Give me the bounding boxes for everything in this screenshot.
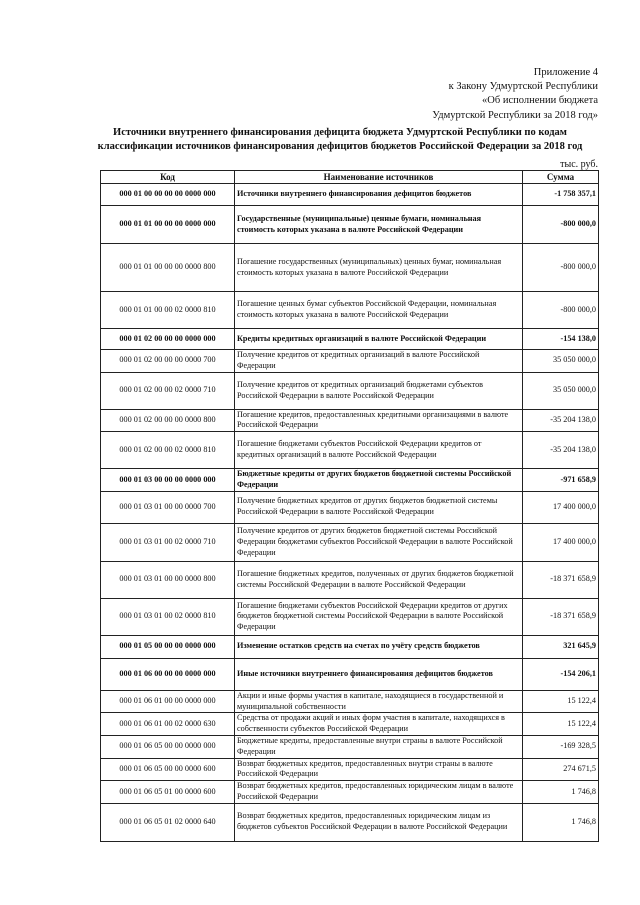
row-sum: -35 204 138,0	[523, 432, 599, 469]
row-code: 000 01 01 00 00 02 0000 810	[101, 292, 235, 329]
row-name: Изменение остатков средств на счетах по учёту средств бюджетов	[235, 635, 523, 658]
row-code: 000 01 00 00 00 00 0000 000	[101, 184, 235, 206]
row-sum: -18 371 658,9	[523, 561, 599, 598]
row-code: 000 01 02 00 00 02 0000 710	[101, 372, 235, 409]
row-code: 000 01 02 00 00 00 0000 800	[101, 409, 235, 432]
row-name: Кредиты кредитных организаций в валюте Российской Федерации	[235, 329, 523, 350]
row-name: Получение бюджетных кредитов от других бюджетов бюджетной системы Российской Федерации в валюте Российской Федерации	[235, 491, 523, 523]
appendix-number: Приложение 4	[533, 67, 598, 78]
row-name: Возврат бюджетных кредитов, предоставленных юридическим лицам из бюджетов субъектов Российской Федерации в валюте Российской Федерации	[235, 803, 523, 841]
row-code: 000 01 06 05 01 02 0000 640	[101, 803, 235, 841]
row-name: Погашение бюджетами субъектов Российской Федерации кредитов от других бюджетов бюджетной системы Российской Федерации в валюте Российской Федерации	[235, 598, 523, 635]
table-row	[101, 598, 599, 635]
row-sum: 35 050 000,0	[523, 350, 599, 373]
table-row	[101, 561, 599, 598]
row-sum: 35 050 000,0	[523, 372, 599, 409]
column-header-sum: Сумма	[523, 171, 599, 184]
table-row	[101, 244, 599, 292]
row-code: 000 01 06 01 00 02 0000 630	[101, 713, 235, 736]
row-sum: -154 206,1	[523, 658, 599, 690]
row-code: 000 01 03 00 00 00 0000 000	[101, 469, 235, 492]
row-sum: 1 746,8	[523, 803, 599, 841]
row-code: 000 01 02 00 00 02 0000 810	[101, 432, 235, 469]
units-label: тыс. руб.	[560, 159, 598, 170]
law-title-line2: Удмуртской Республики за 2018 год»	[432, 109, 598, 121]
column-header-code: Код	[101, 171, 235, 184]
row-code: 000 01 03 01 00 00 0000 700	[101, 491, 235, 523]
row-name: Бюджетные кредиты от других бюджетов бюджетной системы Российской Федерации	[235, 469, 523, 492]
table-row	[101, 184, 599, 206]
row-code: 000 01 06 01 00 00 0000 000	[101, 690, 235, 713]
row-name: Погашение ценных бумаг субъектов Российской Федерации, номинальная стоимость которых указана в валюте Российской Федерации	[235, 292, 523, 329]
table-row	[101, 635, 599, 658]
row-name: Погашение государственных (муниципальных) ценных бумаг, номинальная стоимость которых указана в валюте Российской Федерации	[235, 244, 523, 292]
table-row	[101, 292, 599, 329]
table-row	[101, 523, 599, 561]
sources-table	[100, 170, 599, 842]
table-row	[101, 329, 599, 350]
row-name: Акции и иные формы участия в капитале, находящиеся в государственной и муниципальной собственности	[235, 690, 523, 713]
row-sum: -800 000,0	[523, 244, 599, 292]
table-row	[101, 658, 599, 690]
table-row	[101, 803, 599, 841]
title-line1: Источники внутреннего финансирования дефицита бюджета Удмуртской Республики по кодам	[113, 127, 567, 138]
column-header-name: Наименование источников	[235, 171, 523, 184]
row-code: 000 01 02 00 00 00 0000 000	[101, 329, 235, 350]
table-row	[101, 432, 599, 469]
row-name: Государственные (муниципальные) ценные бумаги, номинальная стоимость которых указана в валюте Российской Федерации	[235, 206, 523, 244]
table-header-row	[101, 171, 599, 184]
row-sum: -18 371 658,9	[523, 598, 599, 635]
table-row	[101, 781, 599, 804]
row-name: Погашение бюджетами субъектов Российской Федерации кредитов от кредитных организаций в валюте Российской Федерации	[235, 432, 523, 469]
title-line2: классификации источников финансирования дефицитов бюджетов Российской Федерации за 2018 год	[97, 141, 583, 152]
row-sum: 17 400 000,0	[523, 491, 599, 523]
row-name: Получение кредитов от кредитных организаций в валюте Российской Федерации	[235, 350, 523, 373]
row-name: Источники внутреннего финансирования дефицитов бюджетов	[235, 184, 523, 206]
row-name: Бюджетные кредиты, предоставленные внутри страны в валюте Российской Федерации	[235, 735, 523, 758]
row-code: 000 01 06 05 01 00 0000 600	[101, 781, 235, 804]
row-code: 000 01 03 01 00 02 0000 810	[101, 598, 235, 635]
row-name: Получение кредитов от других бюджетов бюджетной системы Российской Федерации бюджетами субъектов Российской Федерации в валюте Российской Федерации	[235, 523, 523, 561]
row-name: Получение кредитов от кредитных организаций бюджетами субъектов Российской Федерации в валюте Российской Федерации	[235, 372, 523, 409]
row-code: 000 01 02 00 00 00 0000 700	[101, 350, 235, 373]
table-row	[101, 206, 599, 244]
row-sum: -154 138,0	[523, 329, 599, 350]
row-code: 000 01 06 00 00 00 0000 000	[101, 658, 235, 690]
table-row	[101, 469, 599, 492]
row-code: 000 01 01 00 00 00 0000 800	[101, 244, 235, 292]
row-sum: 15 122,4	[523, 690, 599, 713]
row-code: 000 01 05 00 00 00 0000 000	[101, 635, 235, 658]
row-sum: 15 122,4	[523, 713, 599, 736]
law-reference: к Закону Удмуртской Республики	[448, 81, 598, 93]
row-sum: -800 000,0	[523, 292, 599, 329]
row-sum: 1 746,8	[523, 781, 599, 804]
law-title-line1: «Об исполнении бюджета	[482, 95, 598, 107]
row-name: Погашение бюджетных кредитов, полученных от других бюджетов бюджетной системы Российской Федерации в валюте Российской Федерации	[235, 561, 523, 598]
row-code: 000 01 06 05 00 00 0000 600	[101, 758, 235, 781]
row-sum: -971 658,9	[523, 469, 599, 492]
table-row	[101, 372, 599, 409]
row-sum: -35 204 138,0	[523, 409, 599, 432]
row-name: Иные источники внутреннего финансирования дефицитов бюджетов	[235, 658, 523, 690]
row-sum: 17 400 000,0	[523, 523, 599, 561]
table-row	[101, 735, 599, 758]
row-sum: 274 671,5	[523, 758, 599, 781]
table-row	[101, 350, 599, 373]
document-title	[70, 126, 610, 154]
row-name: Средства от продажи акций и иных форм участия в капитале, находящихся в собственности субъектов Российской Федерации	[235, 713, 523, 736]
row-sum: -1 758 357,1	[523, 184, 599, 206]
row-name: Возврат бюджетных кредитов, предоставленных юридическим лицам в валюте Российской Федерации	[235, 781, 523, 804]
row-sum: -800 000,0	[523, 206, 599, 244]
row-code: 000 01 01 00 00 00 0000 000	[101, 206, 235, 244]
row-code: 000 01 03 01 00 00 0000 800	[101, 561, 235, 598]
row-code: 000 01 03 01 00 02 0000 710	[101, 523, 235, 561]
table-row	[101, 690, 599, 713]
table-row	[101, 409, 599, 432]
table-row	[101, 491, 599, 523]
row-name: Возврат бюджетных кредитов, предоставленных внутри страны в валюте Российской Федерации	[235, 758, 523, 781]
row-name: Погашение кредитов, предоставленных кредитными организациями в валюте Российской Федерации	[235, 409, 523, 432]
row-code: 000 01 06 05 00 00 0000 000	[101, 735, 235, 758]
row-sum: 321 645,9	[523, 635, 599, 658]
table-row	[101, 713, 599, 736]
row-sum: -169 328,5	[523, 735, 599, 758]
table-row	[101, 758, 599, 781]
appendix-header	[432, 66, 598, 123]
